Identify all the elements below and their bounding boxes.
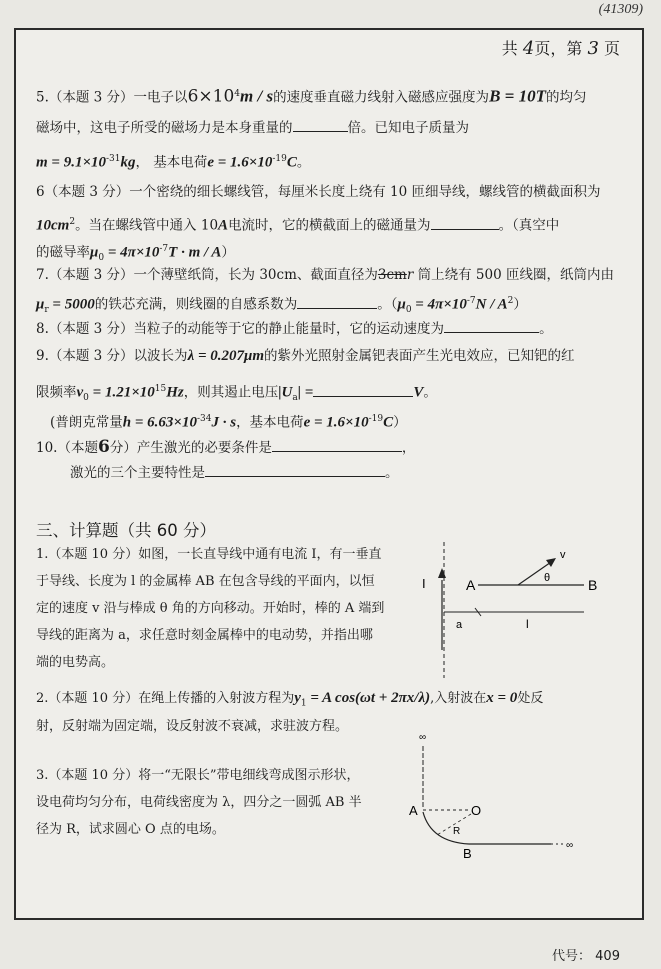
label-B: B	[588, 577, 598, 593]
velocity-arrow-icon	[546, 558, 556, 567]
label-I: I	[422, 576, 426, 591]
q9-text: (普朗克常量	[50, 414, 123, 431]
q9-text: 9.（本题 3 分）以波长为	[36, 348, 188, 364]
q7-line1	[36, 266, 614, 284]
q5-answer-blank[interactable]	[293, 119, 348, 132]
q6-unit: A	[218, 217, 229, 234]
q9-text: ）	[393, 414, 407, 431]
c3-line3: 径为 R，试求圆心 O 点的电场。	[36, 822, 225, 837]
label-infinity-top: ∞	[419, 732, 427, 743]
q8-text: 。	[539, 321, 553, 337]
page-total-suffix: 页，第	[534, 39, 583, 58]
q5-text: 倍。已知电子质量为	[347, 120, 469, 136]
q9-planck-exp: -34	[196, 414, 212, 424]
q7-mu0: μ	[397, 296, 406, 313]
section-title: 三、计算题（共 60 分）	[36, 521, 216, 540]
q6-mu-exp: -7	[159, 244, 169, 254]
q7-mu-r-sub: r	[44, 305, 49, 316]
q10-text: 。	[385, 465, 399, 481]
q9-nu-unit: Hz	[166, 384, 184, 401]
q6-line3	[36, 240, 235, 267]
c2-x0: x = 0	[486, 690, 518, 706]
q6-text: 。（真空中	[498, 217, 560, 234]
c1-line2: 于导线、长度为 l 的金属棒 AB 在包含导线的平面内，以恒	[36, 574, 375, 589]
c2-text: 2.（本题 10 分）在绳上传播的入射波方程为	[36, 691, 295, 706]
q9-voltage: |U	[278, 384, 293, 401]
c1-figure	[420, 540, 610, 680]
q9-text: 。	[423, 384, 437, 401]
q5-speed: 6×10	[187, 86, 235, 107]
q6-mu-unit: T · m / A	[168, 244, 222, 261]
q9-charge-exp: -19	[368, 414, 384, 424]
q9-voltage-eq: | =	[297, 384, 314, 401]
q5-field: B = 10T	[489, 86, 546, 106]
q9-text: 限频率	[36, 384, 77, 401]
q5-text: 的均匀	[545, 89, 587, 106]
c1-line4: 导线的距离为 a，求任意时刻金属棒中的电动势，并指出哪	[36, 628, 373, 643]
q9-text: ，则其遏止电压	[183, 384, 279, 401]
c2-text: ,入射波在	[430, 691, 487, 706]
q7-mu-r: μ	[36, 296, 45, 313]
q9-voltage-unit: V	[413, 384, 424, 401]
q6-line1: 6（本题 3 分）一个密绕的细长螺线管，每厘米长度上绕有 10 匝细导线，螺线管的横截面积为	[36, 184, 601, 200]
q5-line3	[36, 150, 310, 172]
q5-charge-exp: -19	[272, 154, 287, 164]
q7-mu0-sub: 0	[405, 305, 412, 316]
q5-charge-unit: C	[286, 154, 297, 171]
q5-text: 。	[296, 154, 311, 171]
code-value: 409	[595, 949, 620, 964]
page-total-prefix: 共	[501, 39, 518, 58]
label-O: O	[471, 803, 482, 818]
q10-text: ，	[401, 440, 416, 456]
q5-charge: e = 1.6×10	[207, 154, 273, 171]
q7-handwritten-r: r	[406, 267, 414, 283]
c2-y-sub: 1	[300, 698, 307, 709]
c2-y: y	[294, 690, 301, 706]
q9-planck: h = 6.63×10	[122, 414, 197, 431]
c3-figure	[405, 730, 580, 860]
q6-area: 10cm	[36, 217, 70, 234]
current-arrow-icon	[438, 568, 446, 578]
q9-voltage-sub: a	[292, 393, 298, 404]
label-l: l	[526, 617, 529, 631]
q5-mass-unit: kg	[120, 154, 136, 171]
label-theta: θ	[544, 572, 551, 584]
c3-line2: 设电荷均匀分布，电荷线密度为 λ，四分之一圆弧 AB 半	[36, 795, 362, 810]
q7-text: 。（	[377, 296, 398, 313]
page-total: 4	[522, 38, 535, 59]
page-number	[502, 36, 620, 59]
footer-code	[552, 945, 620, 964]
q6-area-exp: 2	[69, 217, 76, 227]
q6-answer-blank[interactable]	[431, 217, 499, 230]
q9-charge: e = 1.6×10	[303, 414, 369, 431]
q6-text: 电流时，它的横截面上的磁通量为	[228, 217, 431, 234]
label-A: A	[409, 803, 418, 818]
q9-charge-unit: C	[383, 414, 394, 431]
q10-answer-blank-1[interactable]	[272, 439, 402, 452]
q7-text: ）	[513, 296, 527, 313]
c2-line2: 射，反射端为固定端，设反射波不衰减，求驻波方程。	[36, 719, 349, 734]
q9-planck-unit: J · s	[211, 414, 237, 431]
q7-answer-blank[interactable]	[297, 296, 377, 309]
c1-line5: 端的电势高。	[36, 655, 115, 670]
q8-answer-blank[interactable]	[444, 320, 539, 333]
code-label: 代号：	[552, 949, 592, 964]
q10-line1	[36, 438, 415, 457]
q9-text: ，基本电荷	[236, 414, 304, 431]
label-A: A	[466, 577, 476, 593]
label-a: a	[456, 619, 463, 631]
q7-mu0-unit-exp: 2	[507, 296, 514, 306]
c2-wave-eq: = A cos(ωt + 2πx/λ)	[306, 690, 431, 706]
q9-text: 的紫外光照射金属钯表面产生光电效应，已知钯的红	[264, 348, 575, 364]
label-B: B	[463, 846, 472, 860]
q6-line2	[36, 213, 559, 235]
exam-code: (41309)	[598, 2, 643, 17]
q8-line1	[36, 320, 553, 338]
q6-text: ）	[221, 244, 235, 261]
q5-mass: m = 9.1×10	[36, 154, 107, 171]
q7-mu0-unit: N / A	[475, 296, 508, 313]
q9-nu-value: = 1.21×10	[88, 384, 155, 401]
q7-text: 筒上绕有 500 匝线圈，纸筒内由	[413, 267, 614, 283]
q9-answer-blank[interactable]	[313, 384, 413, 397]
label-infinity-right: ∞	[566, 840, 574, 851]
q5-speed-exp: 4	[234, 89, 240, 99]
q9-wavelength: λ = 0.207μm	[187, 348, 265, 364]
page-current: 3	[587, 38, 599, 59]
q5-line1	[36, 85, 586, 107]
q9-line2	[36, 380, 437, 407]
c1-line1: 1.（本题 10 分）如图，一长直导线中通有电流 I，有一垂直	[36, 547, 382, 562]
q10-line2	[70, 464, 399, 482]
q5-mass-exp: -31	[106, 154, 121, 164]
q6-text: 。当在螺线管中通入 10	[75, 217, 219, 234]
q6-mu-value: = 4π×10	[104, 244, 160, 261]
q5-text: 磁场中，这电子所受的磁场力是本身重量的	[36, 120, 293, 136]
c2-text: 处反	[517, 691, 544, 706]
q10-answer-blank-2[interactable]	[205, 464, 385, 477]
q5-text: 的速度垂直磁力线射入磁感应强度为	[273, 89, 490, 106]
q6-mu-sub: 0	[98, 253, 105, 264]
q7-mu0-value: = 4π×10	[411, 296, 467, 313]
label-v: v	[560, 549, 566, 561]
c2-line1	[36, 689, 543, 713]
q7-mu0-exp: -7	[466, 296, 476, 306]
q5-text: 5.（本题 3 分）一电子以	[36, 89, 188, 106]
arc-AB	[423, 812, 469, 844]
c1-line3: 定的速度 v 沿与棒成 θ 角的方向移动。开始时，棒的 A 端到	[36, 601, 385, 616]
page-current-suffix: 页	[603, 39, 620, 58]
q5-speed-unit: m / s	[240, 86, 274, 106]
q9-line3	[50, 410, 407, 432]
q6-text: 的磁导率	[36, 244, 90, 261]
q9-nu: ν	[76, 384, 84, 401]
q8-text: 8.（本题 3 分）当粒子的动能等于它的静止能量时，它的运动速度为	[36, 321, 445, 337]
q9-nu-sub: 0	[83, 393, 89, 404]
label-R: R	[453, 826, 461, 837]
q7-line2	[36, 292, 527, 319]
q10-handwritten-score: 6	[97, 437, 110, 457]
q5-text: ， 基本电荷	[135, 154, 208, 171]
q7-text: 的铁芯充满，则线圈的自感系数为	[94, 296, 298, 313]
q10-text: 激光的三个主要特性是	[70, 465, 205, 481]
q7-text: 7.（本题 3 分）一个薄壁纸筒，长为 30cm、截面直径为	[36, 267, 378, 283]
q5-line2	[36, 119, 469, 137]
q9-nu-exp: 15	[154, 384, 167, 394]
q7-mu-r-value: = 5000	[48, 296, 95, 313]
q7-struck-text: 3cm	[377, 267, 407, 283]
q6-mu: μ	[90, 244, 99, 261]
q10-text: 分）产生激光的必要条件是	[109, 440, 272, 456]
q9-line1	[36, 347, 575, 365]
q10-text: 10.（本题	[36, 440, 98, 456]
c3-line1: 3.（本题 10 分）将一“无限长”带电细线弯成图示形状，	[36, 768, 360, 783]
